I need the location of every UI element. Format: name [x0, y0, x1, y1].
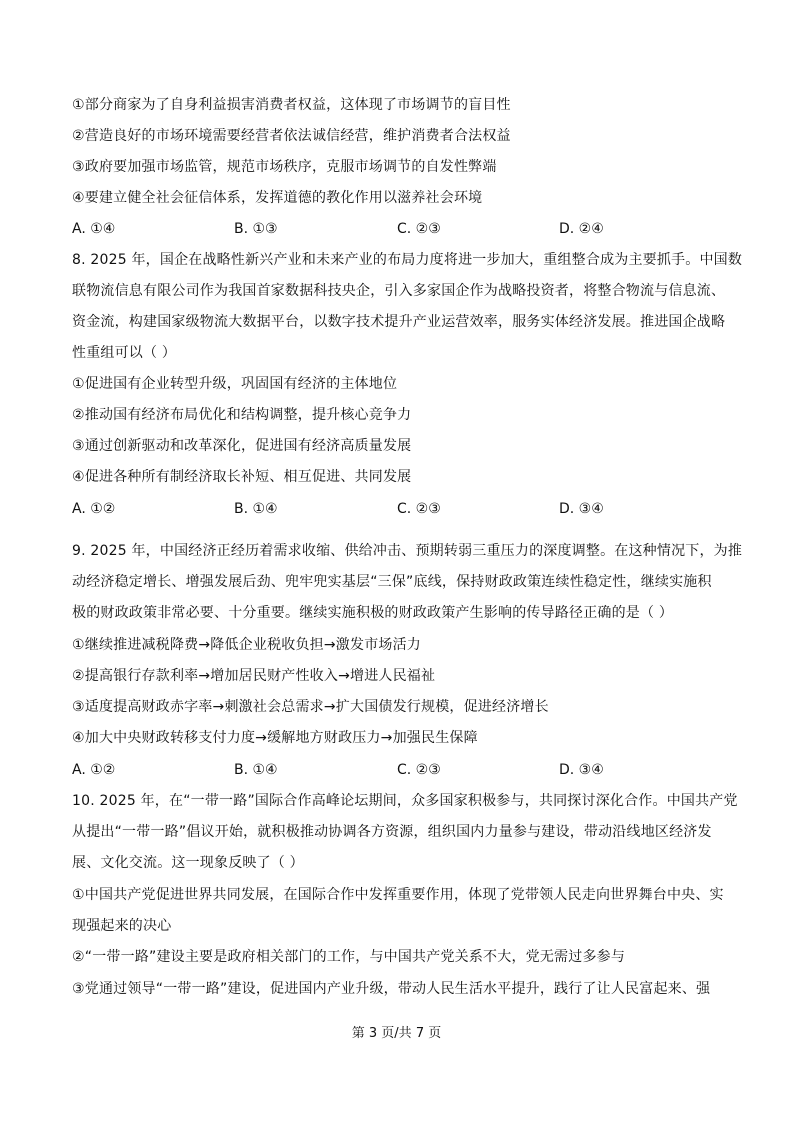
page-number-footer: 第 3 页/共 7 页	[351, 1026, 442, 1041]
q10-option-1-line-1: ①中国共产党促进世界共同发展，在国际合作中发挥重要作用，体现了党带领人民走向世界舞台中央、实	[72, 887, 724, 903]
q7-option-4: ④要建立健全社会征信体系，发挥道德的教化作用以滋养社会环境	[72, 190, 483, 206]
choice-a: A. ①②	[72, 762, 116, 778]
q7-option-2: ②营造良好的市场环境需要经营者依法诚信经营，维护消费者合法权益	[72, 128, 511, 144]
q10-stem-line-2: 从提出“一带一路”倡议开始，就积极推动协调各方资源，组织国内力量参与建设，带动沿线地区经济发	[72, 824, 712, 840]
q9-stem-line-1: 9. 2025 年，中国经济正经历着需求收缩、供给冲击、预期转弱三重压力的深度调整。在这种情况下，为推	[72, 543, 743, 559]
q7-option-3: ③政府要加强市场监管，规范市场秩序，克服市场调节的自发性弊端	[72, 159, 497, 175]
q10-option-1-line-2: 现强起来的决心	[72, 918, 172, 934]
q9-option-3: ③适度提高财政赤字率→刺激社会总需求→扩大国债发行规模，促进经济增长	[72, 699, 549, 715]
q8-stem-line-2: 联物流信息有限公司作为我国首家数据科技央企，引入多家国企作为战略投资者，将整合物流与信息流、	[72, 283, 726, 299]
q8-option-4: ④促进各种所有制经济取长补短、相互促进、共同发展	[72, 469, 412, 485]
q7-option-1: ①部分商家为了自身利益损害消费者权益，这体现了市场调节的盲目性	[72, 97, 511, 113]
q9-option-1: ①继续推进减税降费→降低企业税收负担→激发市场活力	[72, 637, 422, 653]
choice-b: B. ①④	[234, 762, 278, 778]
choice-a: A. ①④	[72, 221, 116, 237]
choice-c: C. ②③	[397, 221, 441, 237]
choice-b: B. ①③	[234, 221, 278, 237]
choice-b: B. ①④	[234, 501, 278, 517]
choice-c: C. ②③	[397, 762, 441, 778]
q9-option-2: ②提高银行存款利率→增加居民财产性收入→增进人民福祉	[72, 668, 436, 684]
q10-option-2: ②“一带一路”建设主要是政府相关部门的工作，与中国共产党关系不大，党无需过多参与	[72, 949, 626, 965]
choice-d: D. ②④	[559, 221, 604, 237]
q9-option-4: ④加大中央财政转移支付力度→缓解地方财政压力→加强民生保障	[72, 730, 478, 746]
q10-stem-line-1: 10. 2025 年，在“一带一路”国际合作高峰论坛期间，众多国家积极参与，共同探讨深化合作。中国共产党	[72, 793, 738, 809]
choice-d: D. ③④	[559, 501, 604, 517]
q8-option-1: ①促进国有企业转型升级，巩固国有经济的主体地位	[72, 376, 398, 392]
choice-c: C. ②③	[397, 501, 441, 517]
q8-stem-line-3: 资金流，构建国家级物流大数据平台，以数字技术提升产业运营效率，服务实体经济发展。推进国企战略	[72, 314, 726, 330]
choice-d: D. ③④	[559, 762, 604, 778]
q8-option-3: ③通过创新驱动和改革深化，促进国有经济高质量发展	[72, 438, 412, 454]
q8-option-2: ②推动国有经济布局优化和结构调整，提升核心竞争力	[72, 407, 412, 423]
q9-stem-line-2: 动经济稳定增长、增强发展后劲、兜牢兜实基层“三保”底线，保持财政政策连续性稳定性，继续实施积	[72, 574, 712, 590]
q10-stem-line-3: 展、文化交流。这一现象反映了（ ）	[72, 855, 304, 871]
q9-stem-line-3: 极的财政政策非常必要、十分重要。继续实施积极的财政政策产生影响的传导路径正确的是（ ）	[72, 605, 674, 621]
choice-a: A. ①②	[72, 501, 116, 517]
q10-option-3: ③党通过领导“一带一路”建设，促进国内产业升级，带动人民生活水平提升，践行了让人民富起来、强	[72, 981, 711, 997]
q8-stem-line-1: 8. 2025 年，国企在战略性新兴产业和未来产业的布局力度将进一步加大，重组整合成为主要抓手。中国数	[72, 252, 743, 268]
q8-stem-line-4: 性重组可以（ ）	[72, 345, 177, 361]
